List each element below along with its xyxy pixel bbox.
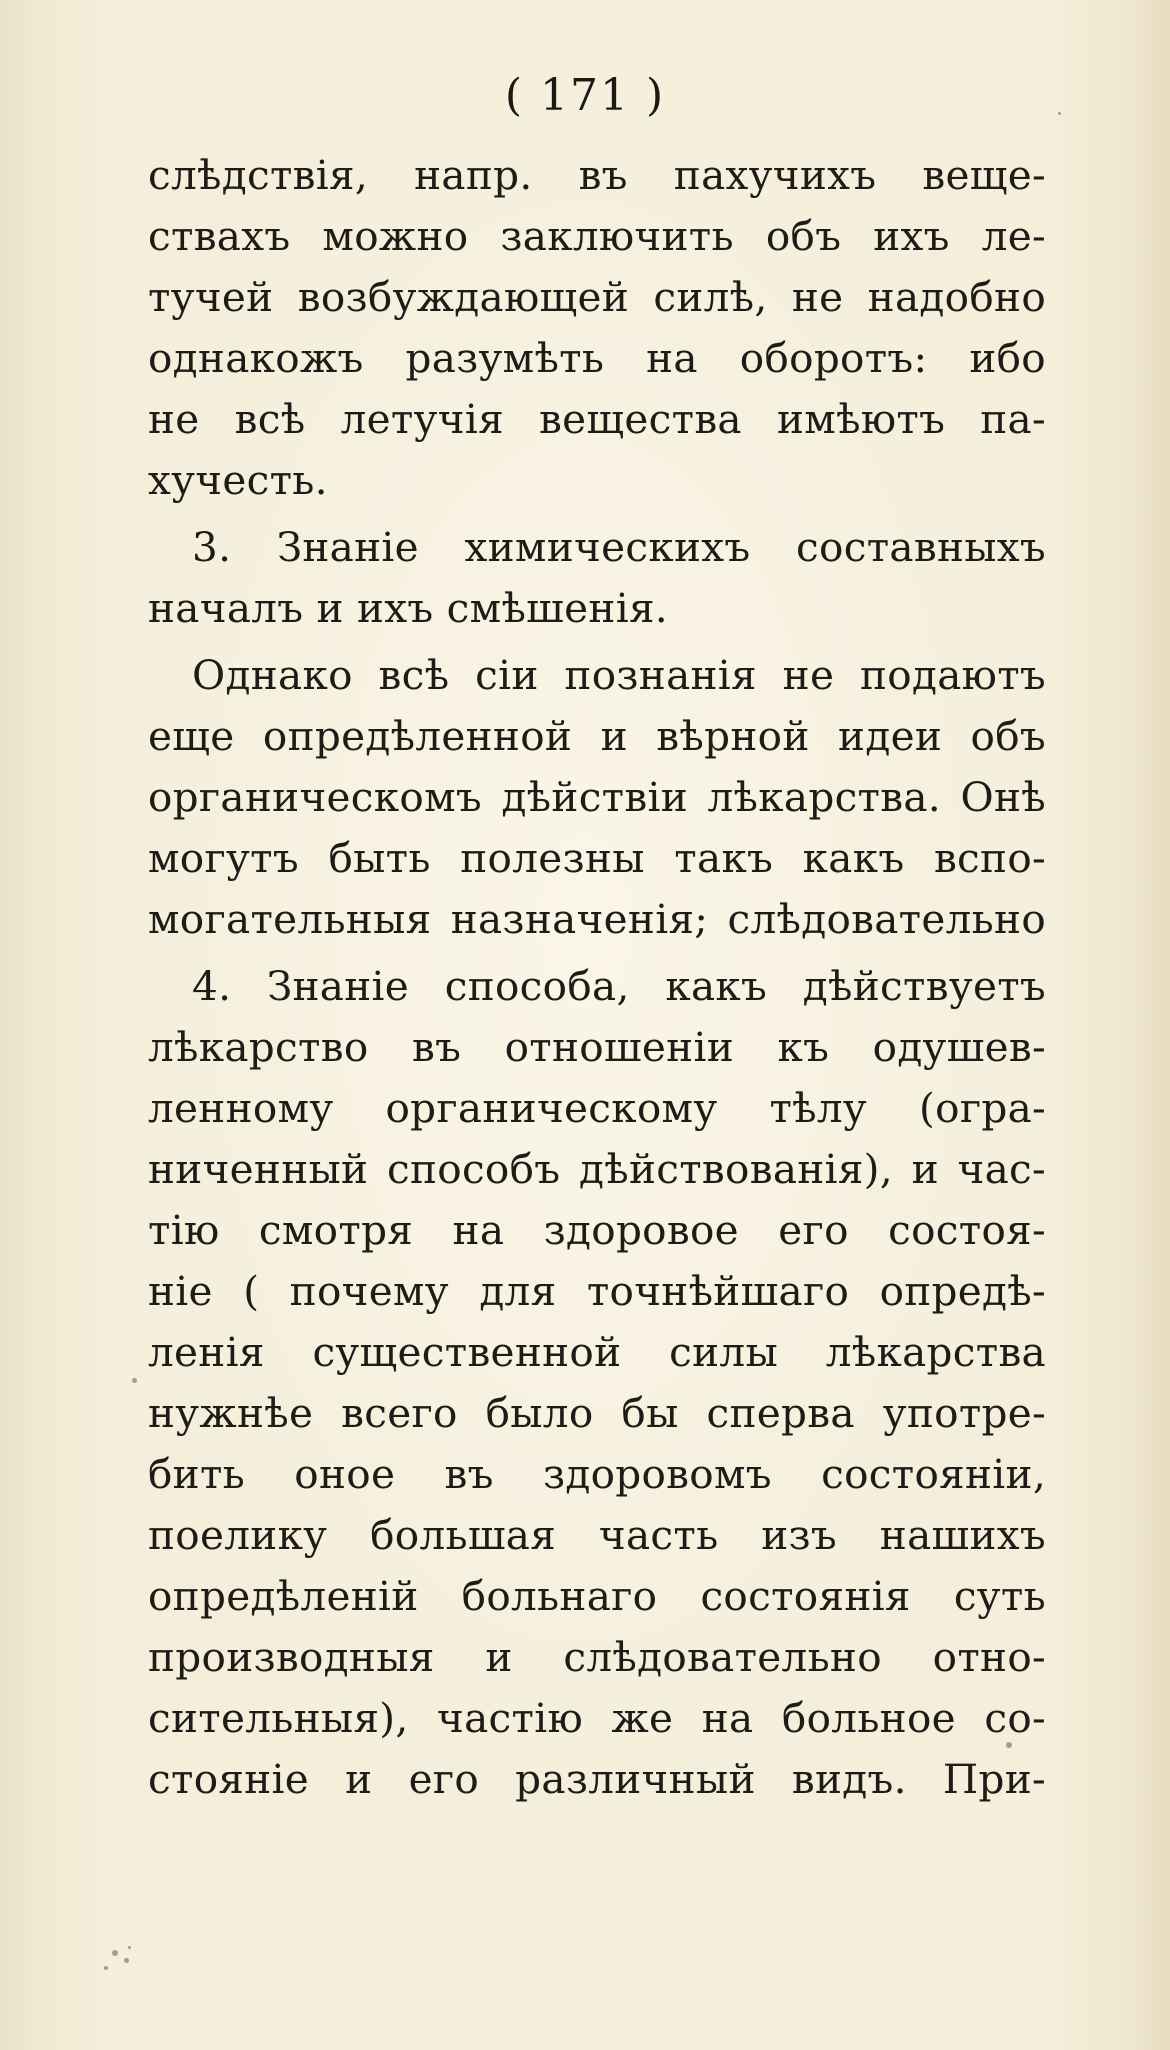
text-line: хучесть. — [148, 456, 328, 504]
text-line: бить оное въ здоровомъ состояніи, — [148, 1450, 1046, 1498]
paper-speck — [132, 1378, 137, 1383]
text-line: слѣдствія, напр. въ пахучихъ веще- — [148, 151, 1046, 199]
text-line: нужнѣе всего было бы сперва употре- — [148, 1389, 1046, 1437]
text-line: тучей возбуждающей силѣ, не надобно — [148, 273, 1046, 321]
paragraph-1 — [148, 145, 1046, 511]
text-line: опредѣленій больнаго состоянія суть — [148, 1572, 1046, 1620]
text-line: производныя и слѣдовательно отно- — [148, 1633, 1046, 1681]
paper-speck — [1058, 112, 1061, 115]
body-text — [148, 145, 1046, 1816]
text-line: ніе ( почему для точнѣйшаго опредѣ- — [148, 1267, 1046, 1315]
paper-speck — [104, 1966, 108, 1970]
text-line: стояніе и его различный видъ. При- — [148, 1755, 1046, 1803]
text-line: сительныя), частію же на больное со- — [148, 1694, 1046, 1742]
paper-speck — [128, 1946, 131, 1949]
text-line: могательныя назначенія; слѣдовательно — [148, 895, 1046, 943]
page-number: ( 171 ) — [504, 70, 666, 121]
text-line: поелику большая часть изъ нашихъ — [148, 1511, 1046, 1559]
text-line: 3. Знаніе химическихъ составныхъ — [192, 523, 1046, 571]
text-line: однакожъ разумѣть на оборотъ: ибо — [148, 334, 1046, 382]
text-line: 4. Знаніе способа, какъ дѣйствуетъ — [192, 962, 1046, 1010]
text-line: органическомъ дѣйствіи лѣкарства. Онѣ — [148, 773, 1046, 821]
text-line: могутъ быть полезны такъ какъ вспо- — [148, 834, 1046, 882]
text-line: ствахъ можно заключить объ ихъ ле- — [148, 212, 1046, 260]
text-line: не всѣ летучія вещества имѣютъ па- — [148, 395, 1046, 443]
text-line: ленному органическому тѣлу (огра- — [148, 1084, 1046, 1132]
text-line: еще опредѣленной и вѣрной идеи объ — [148, 712, 1046, 760]
paper-speck — [1006, 1742, 1012, 1748]
text-line: тію смотря на здоровое его состоя- — [148, 1206, 1046, 1254]
text-line: ленія существенной силы лѣкарства — [148, 1328, 1046, 1376]
text-line: ниченный способъ дѣйствованія), и час- — [148, 1145, 1046, 1193]
text-line: началъ и ихъ смѣшенія. — [148, 584, 668, 632]
text-line: Однако всѣ сіи познанія не подаютъ — [192, 651, 1046, 699]
paragraph-3 — [148, 645, 1046, 950]
paper-speck — [124, 1958, 129, 1963]
paper-speck — [112, 1950, 118, 1956]
paragraph-4 — [148, 956, 1046, 1810]
text-line: лѣкарство въ отношеніи къ одушев- — [148, 1023, 1046, 1071]
paragraph-2 — [148, 517, 1046, 639]
